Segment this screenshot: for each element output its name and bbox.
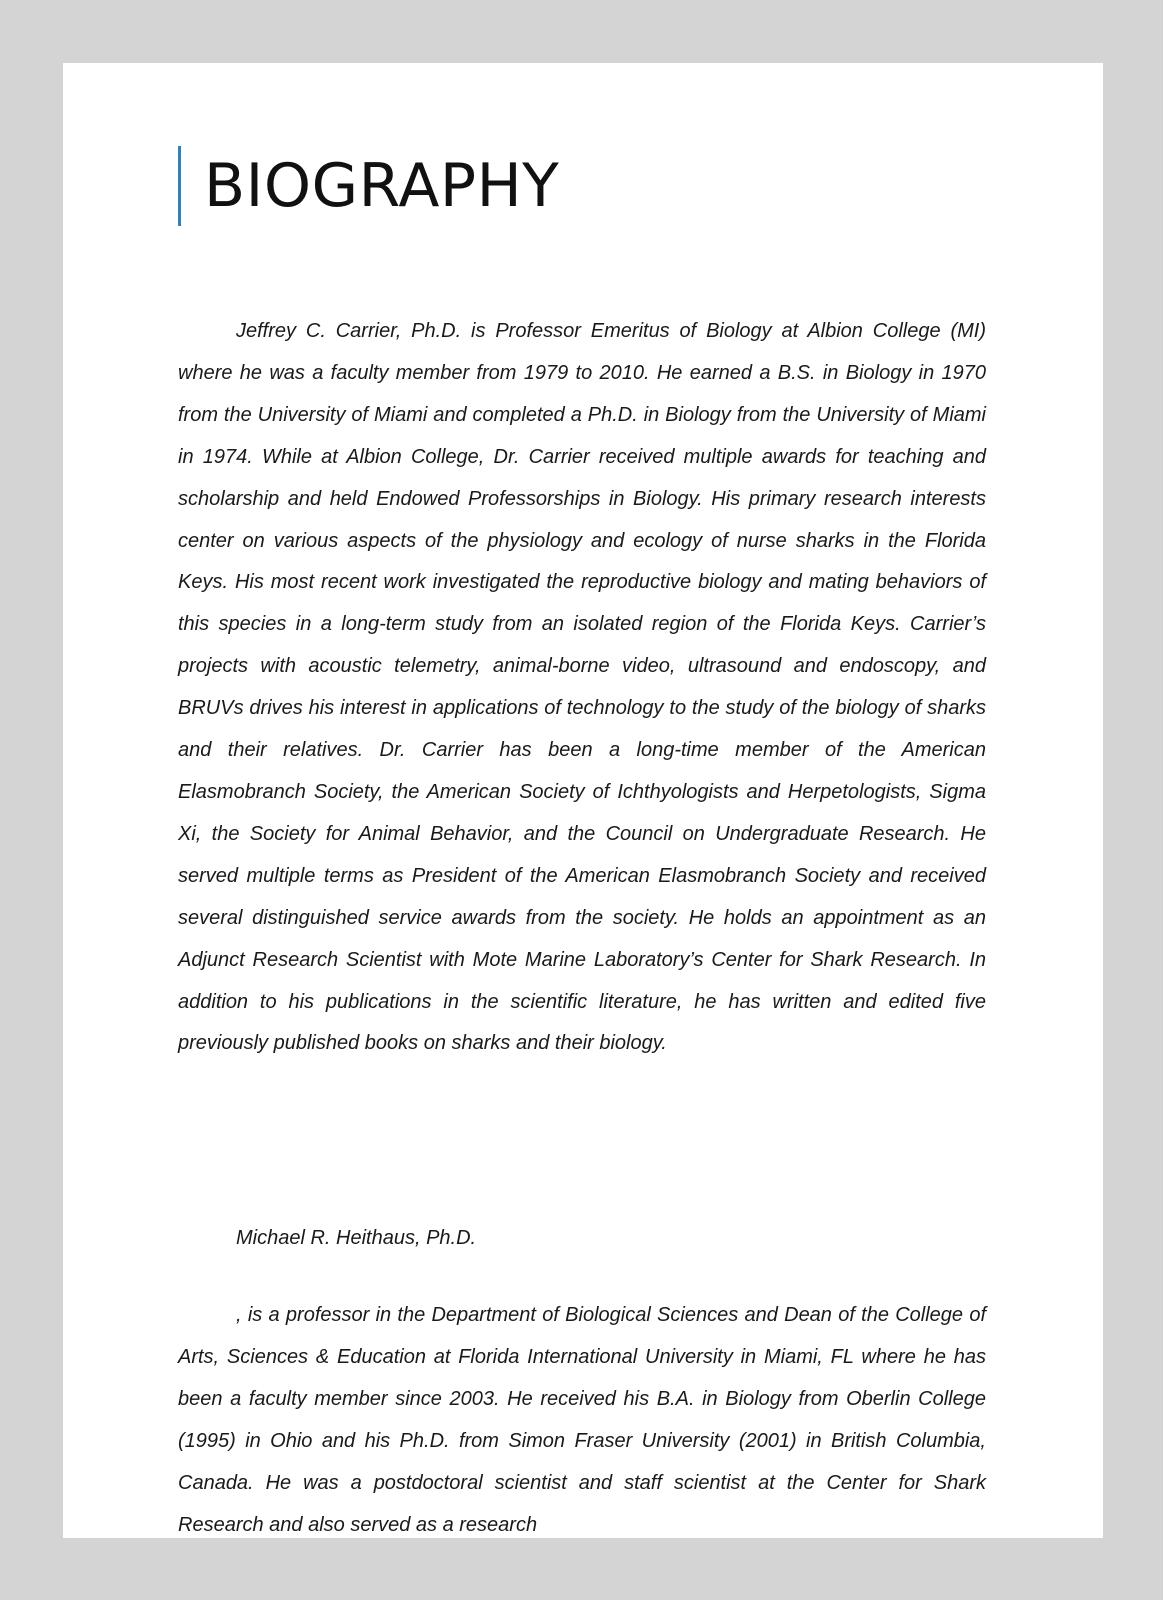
biography-paragraph-carrier: Jeffrey C. Carrier, Ph.D. is Professor Emeritus of Biology at Albion College (MI) where he was a faculty member from 1979 to 2010. He earned a B.S. in Biology in 1970 from the University of Miami and completed a Ph.D. in Biology from the University of Miami in 1974. While at Albion College, Dr. Carrier received multiple awards for teaching and scholarship and held Endowed Professorships in Biology. His primary research interests center on various aspects of the physiology and ecology of nurse sharks in the Florida Keys. His most recent work investigated the reproductive biology and mating behaviors of this species in a long-term study from an isolated region of the Florida Keys. Carrier’s projects with acoustic telemetry, animal-borne video, ultrasound and endoscopy, and BRUVs drives his interest in applications of technology to the study of the biology of sharks and their relatives. Dr. Carrier has been a long-time member of the American Elasmobranch Society, the American Society of Ichthyologists and Herpetologists, Sigma Xi, the Society for Animal Behavior, and the Council on Undergraduate Research. He served multiple terms as President of the American Elasmobranch Society and received several distinguished service awards from the society. He holds an appointment as an Adjunct Research Scientist with Mote Marine Laboratory’s Center for Shark Research. In addition to his publications in the scientific literature, he has written and edited five previously published books on sharks and their biology. — [178, 320, 986, 1055]
page-title: BIOGRAPHY — [204, 151, 560, 221]
heading-block — [178, 146, 559, 226]
heading-accent-bar — [178, 146, 181, 226]
biography-paragraph-heithaus: , is a professor in the Department of Biological Sciences and Dean of the College of Arts, Sciences & Education at Florida International University in Miami, FL where he has been a faculty member since 2003. He received his B.A. in Biology from Oberlin College (1995) in Ohio and his Ph.D. from Simon Fraser University (2001) in British Columbia, Canada. He was a postdoctoral scientist and staff scientist at the Center for Shark Research and also served as a research — [178, 1304, 986, 1536]
biography-name-heithaus: Michael R. Heithaus, Ph.D. — [236, 1227, 477, 1249]
document-page — [63, 63, 1103, 1538]
